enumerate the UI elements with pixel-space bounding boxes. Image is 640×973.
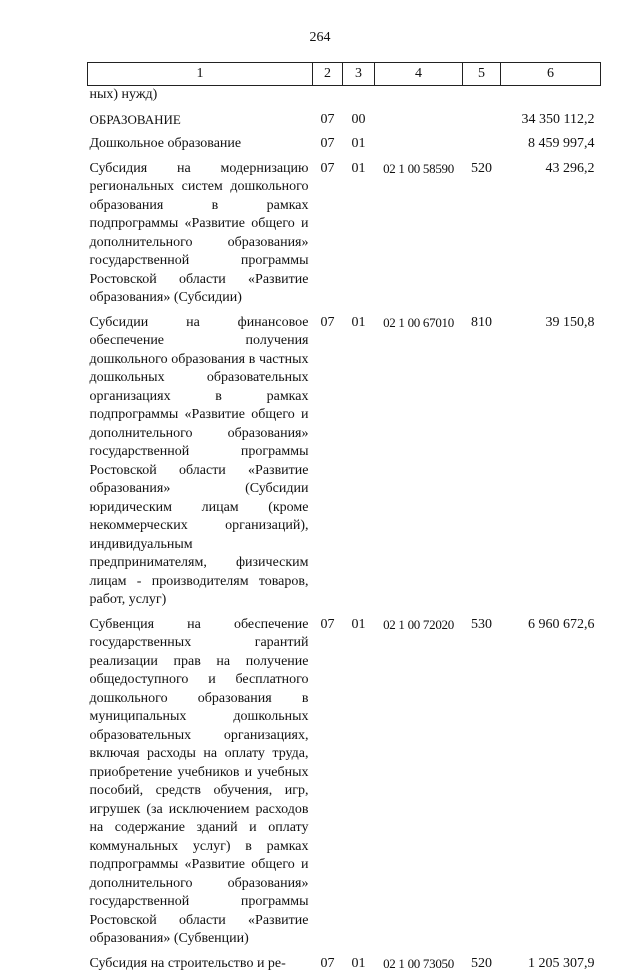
row-expense-type — [463, 111, 501, 136]
row-target-article: 02 1 00 58590 — [375, 160, 463, 314]
row-amount: 39 150,8 — [501, 314, 601, 616]
row-amount: 6 960 672,6 — [501, 616, 601, 955]
row-amount: 1 205 307,9 — [501, 955, 601, 973]
row-expense-type: 520 — [463, 160, 501, 314]
row-expense-type — [463, 135, 501, 160]
row-section: 07 — [313, 135, 343, 160]
row-section — [313, 86, 343, 111]
row-amount: 8 459 997,4 — [501, 135, 601, 160]
row-section: 07 — [313, 616, 343, 955]
page-number: 264 — [0, 30, 640, 46]
table-row — [88, 955, 601, 973]
column-header-amount: 6 — [501, 63, 601, 86]
row-amount — [501, 86, 601, 111]
column-header-subsection: 3 — [343, 63, 375, 86]
column-header-name: 1 — [88, 63, 313, 86]
row-target-article — [375, 86, 463, 111]
table-row — [88, 111, 601, 136]
table-row — [88, 160, 601, 314]
table-row — [88, 314, 601, 616]
row-name: Дошкольное образование — [88, 135, 313, 160]
table-row — [88, 616, 601, 955]
row-amount: 43 296,2 — [501, 160, 601, 314]
table-row — [88, 86, 601, 111]
table-header-row — [88, 63, 601, 86]
row-name: Субсидия на строительство и ре- — [88, 955, 313, 973]
table-row — [88, 135, 601, 160]
row-expense-type: 530 — [463, 616, 501, 955]
row-expense-type — [463, 86, 501, 111]
row-subsection: 01 — [343, 135, 375, 160]
row-subsection — [343, 86, 375, 111]
row-subsection: 01 — [343, 160, 375, 314]
column-header-expense-type: 5 — [463, 63, 501, 86]
row-section: 07 — [313, 955, 343, 973]
row-amount: 34 350 112,2 — [501, 111, 601, 136]
row-target-article — [375, 111, 463, 136]
column-header-target-article: 4 — [375, 63, 463, 86]
row-name: Субсидия на модернизацию региональных систем дошкольного образования в рамках подпрограммы «Развитие общего и дополнительного образования» государственной программы Ростовской области «Развитие образования» (Субсидии) — [88, 160, 313, 314]
row-subsection: 00 — [343, 111, 375, 136]
row-target-article: 02 1 00 67010 — [375, 314, 463, 616]
row-subsection: 01 — [343, 616, 375, 955]
row-name: ОБРАЗОВАНИЕ — [88, 111, 313, 136]
column-header-section: 2 — [313, 63, 343, 86]
row-name: ных) нужд) — [88, 86, 313, 111]
row-target-article: 02 1 00 72020 — [375, 616, 463, 955]
row-subsection: 01 — [343, 955, 375, 973]
row-expense-type: 520 — [463, 955, 501, 973]
row-section: 07 — [313, 111, 343, 136]
row-section: 07 — [313, 314, 343, 616]
budget-table — [87, 62, 601, 973]
row-subsection: 01 — [343, 314, 375, 616]
row-expense-type: 810 — [463, 314, 501, 616]
row-target-article — [375, 135, 463, 160]
row-section: 07 — [313, 160, 343, 314]
row-name: Субсидии на финансовое обеспечение получения дошкольного образования в частных дошкольных образовательных организациях в рамках подпрограммы «Развитие общего и дополнительного образования» государственной программы Ростовской области «Развитие образования» (Субсидии юридическим лицам (кроме некоммерческих организаций), индивидуальным предпринимателям, физическим лицам - производителям товаров, работ, услуг) — [88, 314, 313, 616]
row-target-article: 02 1 00 73050 — [375, 955, 463, 973]
row-name: Субвенция на обеспечение государственных гарантий реализации прав на получение общедоступного и бесплатного дошкольного образования в муниципальных дошкольных образовательных организациях, включая расходы на оплату труда, приобретение учебников и учебных пособий, средств обучения, игр, игрушек (за исключением расходов на содержание зданий и оплату коммунальных услуг) в рамках подпрограммы «Развитие общего и дополнительного образования» государственной программы Ростовской области «Развитие образования» (Субвенции) — [88, 616, 313, 955]
